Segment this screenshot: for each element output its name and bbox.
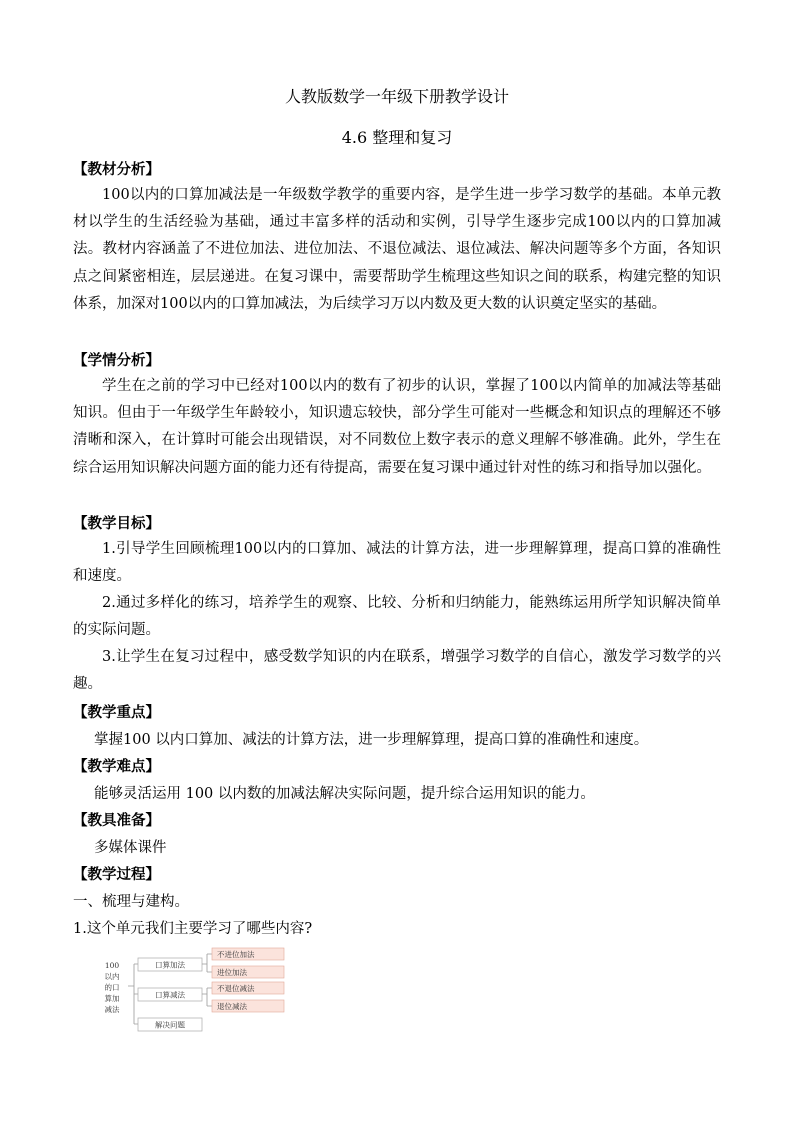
- goal-item-1: 1.引导学生回顾梳理100以内的口算加、减法的计算方法，进一步理解算理，提高口算的准确性和速度。: [73, 541, 721, 585]
- process-step-1: 一、梳理与建构。: [73, 894, 189, 910]
- goal-item-3: 3.让学生在复习过程中，感受数学知识的内在联系，增强学习数学的自信心，激发学习数学的兴趣。: [73, 649, 721, 693]
- leaf-label-1: 不进位加法: [217, 949, 255, 959]
- key-points-text: 掌握100 以内口算加、减法的计算方法，进一步理解算理，提高口算的准确性和速度。: [94, 732, 649, 748]
- branch-add-label: 口算加法: [155, 960, 185, 970]
- key-points-heading: 【教学重点】: [73, 704, 160, 721]
- tree-root-line-3: 的口: [104, 983, 120, 992]
- process-heading: 【教学过程】: [73, 866, 160, 883]
- root-connector: [128, 964, 138, 1024]
- lesson-subtitle: 4.6 整理和复习: [341, 128, 453, 147]
- analysis-heading: 【教材分析】: [73, 161, 160, 178]
- goal-item-2: 2.通过多样化的练习，培养学生的观察、比较、分析和归纳能力，能熟练运用所学知识解决简单的实际问题。: [73, 595, 721, 639]
- difficulties-text: 能够灵活运用 100 以内数的加减法解决实际问题，提升综合运用知识的能力。: [94, 786, 595, 802]
- knowledge-tree-diagram: [100, 944, 300, 1034]
- branch-sub-label: 口算减法: [155, 990, 185, 1000]
- tree-root-line-4: 算加: [104, 994, 120, 1003]
- leaf-label-4: 退位减法: [217, 1001, 247, 1011]
- difficulties-heading: 【教学难点】: [73, 758, 160, 775]
- sub-connector: [202, 988, 212, 1006]
- tree-root-line-1: 100: [104, 961, 120, 970]
- process-question-1: 1.这个单元我们主要学习了哪些内容?: [73, 921, 313, 937]
- students-heading: 【学情分析】: [73, 352, 160, 369]
- tools-heading: 【教具准备】: [73, 812, 160, 829]
- tree-root-line-5: 减法: [104, 1005, 120, 1014]
- branch-solve-label: 解决问题: [155, 1020, 185, 1030]
- tools-text: 多媒体课件: [94, 840, 167, 856]
- document-title: 人教版数学一年级下册教学设计: [284, 87, 509, 106]
- analysis-paragraph: 100以内的口算加减法是一年级数学教学的重要内容，是学生进一步学习数学的基础。本单元教材以学生的生活经验为基础，通过丰富多样的活动和实例，引导学生逐步完成100以内的口算加减法。教材内容涵盖了不进位加法、进位加法、不退位减法、退位减法、解决问题等多个方面，各知识点之间紧密相连，层层递进。在复习课中，需要帮助学生梳理这些知识之间的联系，构建完整的知识体系，加深对100以内的口算加减法，为后续学习万以内数及更大数的认识奠定坚实的基础。: [73, 187, 721, 312]
- add-connector: [202, 954, 212, 972]
- students-paragraph: 学生在之前的学习中已经对100以内的数有了初步的认识，掌握了100以内简单的加减法等基础知识。但由于一年级学生年龄较小，知识遗忘较快，部分学生可能对一些概念和知识点的理解还不够清晰和深入，在计算时可能会出现错误，对不同数位上数字表示的意义理解不够准确。此外，学生在综合运用知识解决问题方面的能力还有待提高，需要在复习课中通过针对性的练习和指导加以强化。: [73, 378, 721, 476]
- leaf-label-3: 不退位减法: [217, 983, 255, 993]
- tree-root-line-2: 以内: [104, 972, 120, 981]
- goals-heading: 【教学目标】: [73, 515, 160, 532]
- leaf-label-2: 进位加法: [217, 967, 247, 977]
